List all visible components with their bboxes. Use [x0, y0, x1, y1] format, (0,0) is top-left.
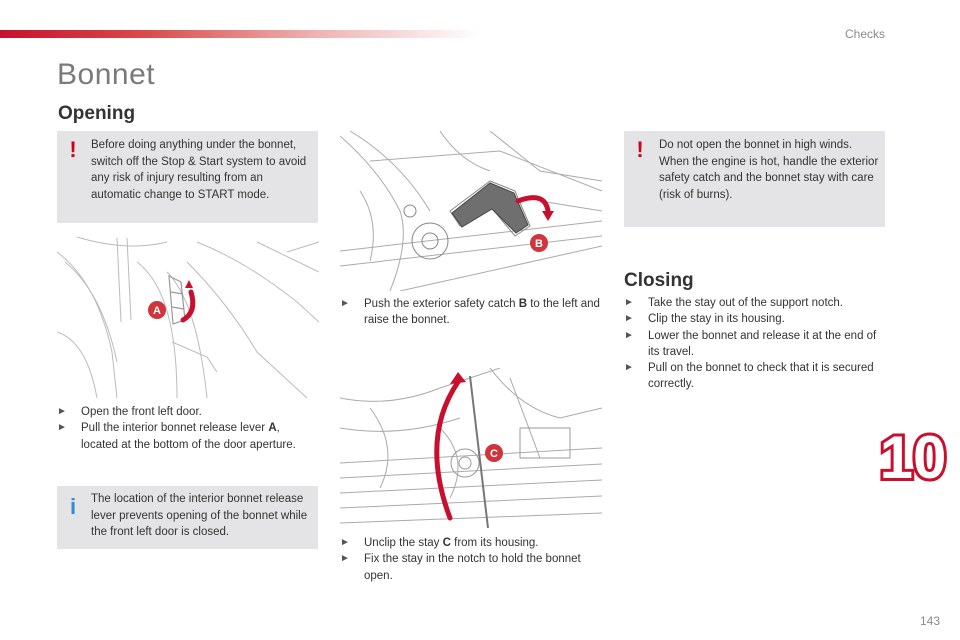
page-number: 143 — [919, 614, 940, 628]
page-title: Bonnet — [57, 58, 156, 91]
bonnet-stay-illustration — [340, 368, 602, 528]
arrow-bullet-icon: ► — [57, 406, 67, 417]
safety-catch-illustration — [340, 131, 602, 291]
callout-c-label: C — [490, 448, 498, 460]
door-aperture-illustration — [57, 232, 319, 398]
callout-b-label: B — [535, 238, 543, 250]
safety-catch-lever — [452, 183, 528, 233]
info-box — [57, 486, 318, 549]
header-accent-bar — [0, 30, 480, 38]
list-item: ► Pull on the bonnet to check that it is secured correctly. — [624, 362, 874, 391]
list-item: ► Pull the interior bonnet release lever A, located at the bottom of the door aperture. — [57, 422, 296, 451]
exclamation-icon: ! — [636, 137, 644, 162]
stay-steps-list — [340, 535, 602, 584]
arrow-bullet-icon: ► — [624, 329, 634, 341]
list-item: ► Fix the stay in the notch to hold the bonnet open. — [340, 553, 581, 582]
info-icon: i — [69, 494, 77, 519]
arrow-bullet-icon: ► — [340, 298, 350, 309]
arrow-bullet-icon: ► — [624, 297, 634, 308]
warning-box-wind — [624, 131, 885, 227]
chapter-tab — [876, 422, 950, 492]
arrow-bullet-icon: ► — [624, 362, 634, 374]
list-item: ► Unclip the stay C from its housing. — [340, 535, 602, 551]
exclamation-icon: ! — [69, 137, 77, 162]
arrow-bullet-icon: ► — [340, 553, 350, 565]
list-item: ► Push the exterior safety catch B to the left and raise the bonnet. — [340, 298, 600, 327]
list-item: ► Clip the stay in its housing. — [624, 311, 886, 327]
closing-steps-list — [624, 295, 886, 393]
closing-heading: Closing — [624, 270, 694, 291]
door-steps-list — [57, 404, 319, 453]
list-item: ► Lower the bonnet and release it at the end of its travel. — [624, 329, 877, 358]
chapter-number: 10 — [879, 424, 947, 491]
warning-text: Do not open the bonnet in high winds. When the engine is hot, handle the exterior safety catch and the bonnet stay with care (risk of burns). — [659, 139, 879, 201]
arrow-bullet-icon: ► — [340, 537, 350, 548]
arrow-bullet-icon: ► — [624, 313, 634, 325]
list-item: ► Open the front left door. — [57, 404, 319, 420]
list-item: ► Take the stay out of the support notch. — [624, 295, 886, 311]
catch-steps-list — [340, 296, 602, 329]
info-text: The location of the interior bonnet release lever prevents opening of the bonnet while the front left door is closed. — [91, 493, 308, 538]
section-label: Checks — [844, 27, 885, 41]
arrow-bullet-icon: ► — [57, 422, 67, 434]
opening-heading: Opening — [58, 103, 136, 124]
warning-box — [57, 131, 318, 223]
callout-a-label: A — [153, 305, 161, 317]
warning-text: Before doing anything under the bonnet, switch off the Stop & Start system to avoid any risk of injury resulting from an automatic change to START mode. — [91, 139, 307, 201]
